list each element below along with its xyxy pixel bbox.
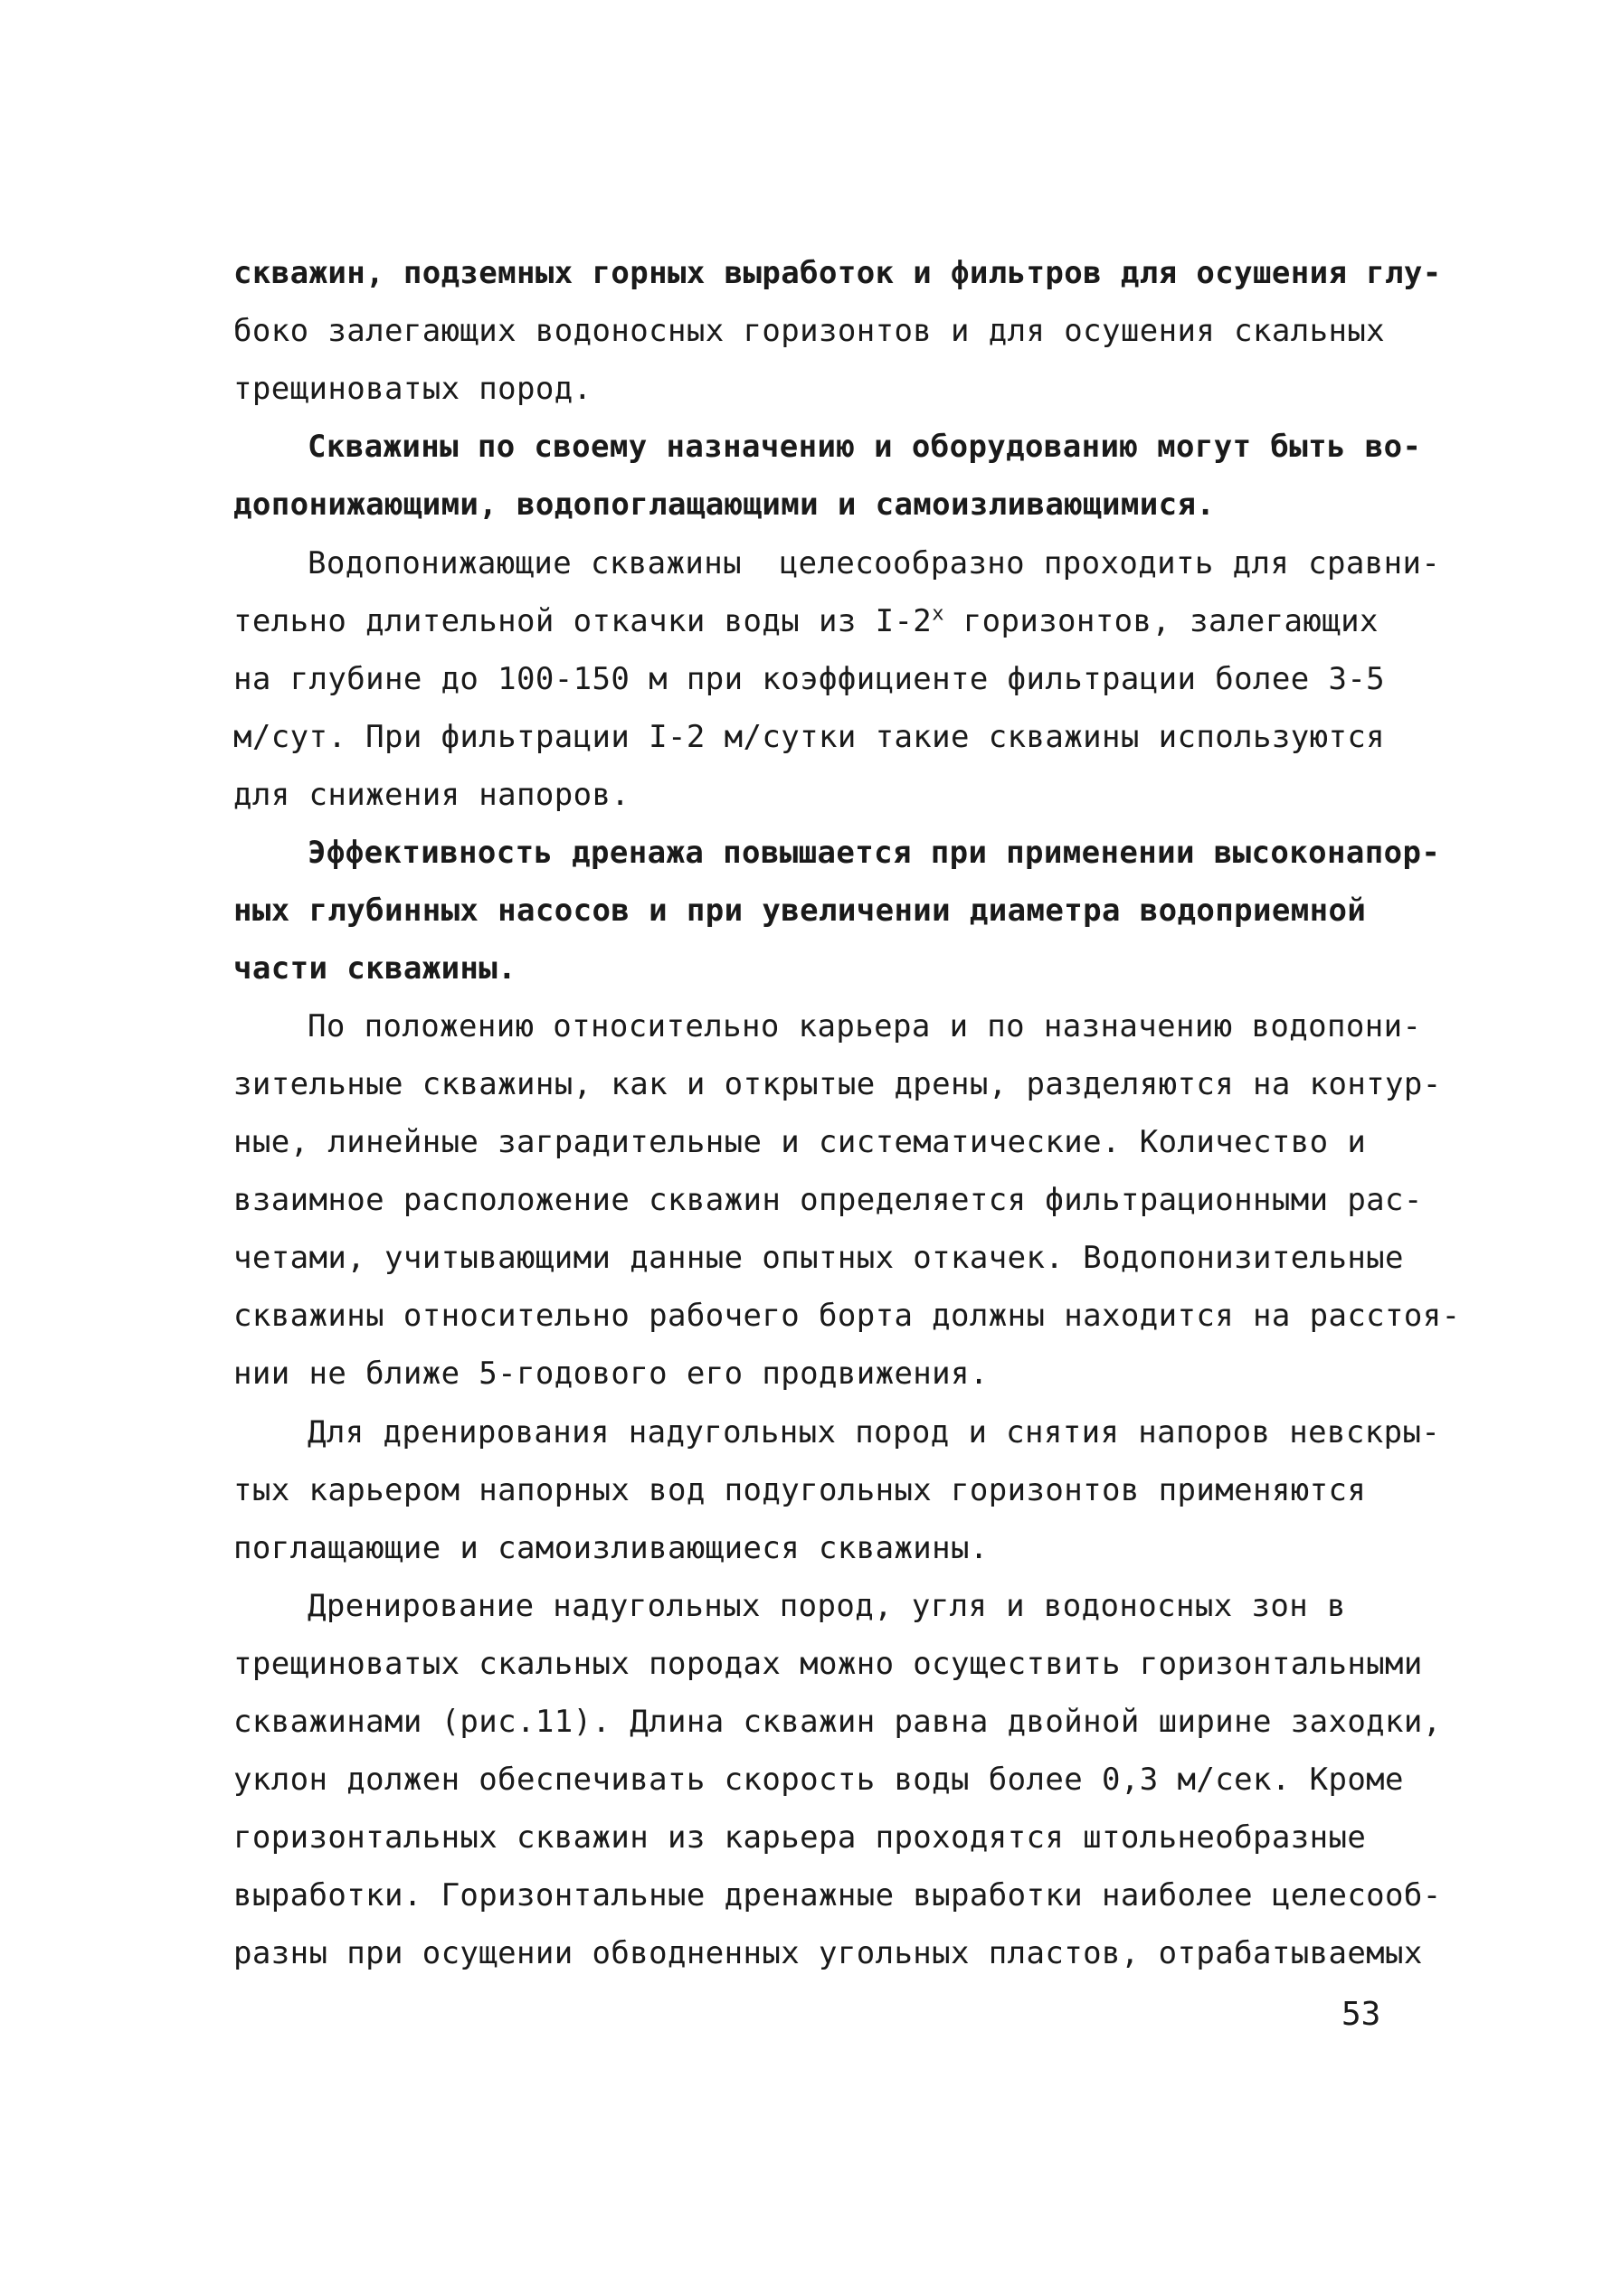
text-line: зительные скважины, как и открытые дрены, разделяются на контур- [233,1066,1442,1102]
text-line: поглащающие и самоизливающиеся скважины. [233,1530,989,1566]
text-line: боко залегающих водоносных горизонтов и для осушения скальных [233,313,1386,349]
text-line-with-superscript [233,603,1379,639]
text-line: трещиноватых пород. [233,371,592,407]
text-line: ные, линейные заградительные и систематические. Количество и [233,1124,1367,1160]
text-line: скважинами (рис.11). Длина скважин равна двойной ширине заходки, [233,1704,1442,1740]
text-line: Для дренирования надугольных пород и снятия напоров невскры- [308,1414,1441,1450]
text-line: тых карьером напорных вод подугольных горизонтов применяются [233,1472,1367,1508]
text-line: Водопонижающие скважины целесообразно проходить для сравни- [308,545,1441,581]
text-line: для снижения напоров. [233,777,630,813]
text-line: разны при осущении обводненных угольных пластов, отрабатываемых [233,1935,1423,1971]
text-line: допонижающими, водопоглащающими и самоизливающимися. [233,487,1216,523]
text-line: четами, учитывающими данные опытных откачек. Водопонизительные [233,1240,1404,1276]
text-line: Скважины по своему назначению и оборудованию могут быть во- [308,429,1422,465]
text-line: Эффективность дренажа повышается при применении высоконапор- [308,835,1441,871]
text-line: взаимное расположение скважин определяется фильтрационными рас- [233,1182,1423,1218]
text-line: выработки. Горизонтальные дренажные выработки наиболее целесооб- [233,1877,1442,1913]
superscript: х [932,602,944,626]
text-line: горизонтальных скважин из карьера проходятся штольнеобразные [233,1819,1367,1856]
text-line: на глубине до 100-150 м при коэффициенте фильтрации более 3-5 [233,661,1386,697]
text-line: ных глубинных насосов и при увеличении диаметра водоприемной [233,893,1367,929]
text-fragment: тельно длительной откачки воды из I-2 [233,603,933,639]
text-line: м/сут. При фильтрации I-2 м/сутки такие скважины используются [233,719,1386,755]
text-line: По положению относительно карьера и по назначению водопони- [308,1008,1422,1044]
text-line: скважины относительно рабочего борта должны находится на расстоя- [233,1298,1461,1334]
page-number: 53 [1341,1996,1381,2033]
text-line: скважин, подземных горных выработок и фильтров для осушения глу- [233,255,1442,291]
text-line: нии не ближе 5-годового его продвижения. [233,1356,989,1392]
text-fragment: горизонтов, залегающих [943,603,1379,639]
text-line: Дренирование надугольных пород, угля и водоносных зон в [308,1588,1346,1624]
text-line: трещиноватых скальных породах можно осуществить горизонтальными [233,1646,1423,1682]
text-line: части скважины. [233,950,517,987]
text-line: уклон должен обеспечивать скорость воды более 0,3 м/сек. Кроме [233,1762,1404,1798]
